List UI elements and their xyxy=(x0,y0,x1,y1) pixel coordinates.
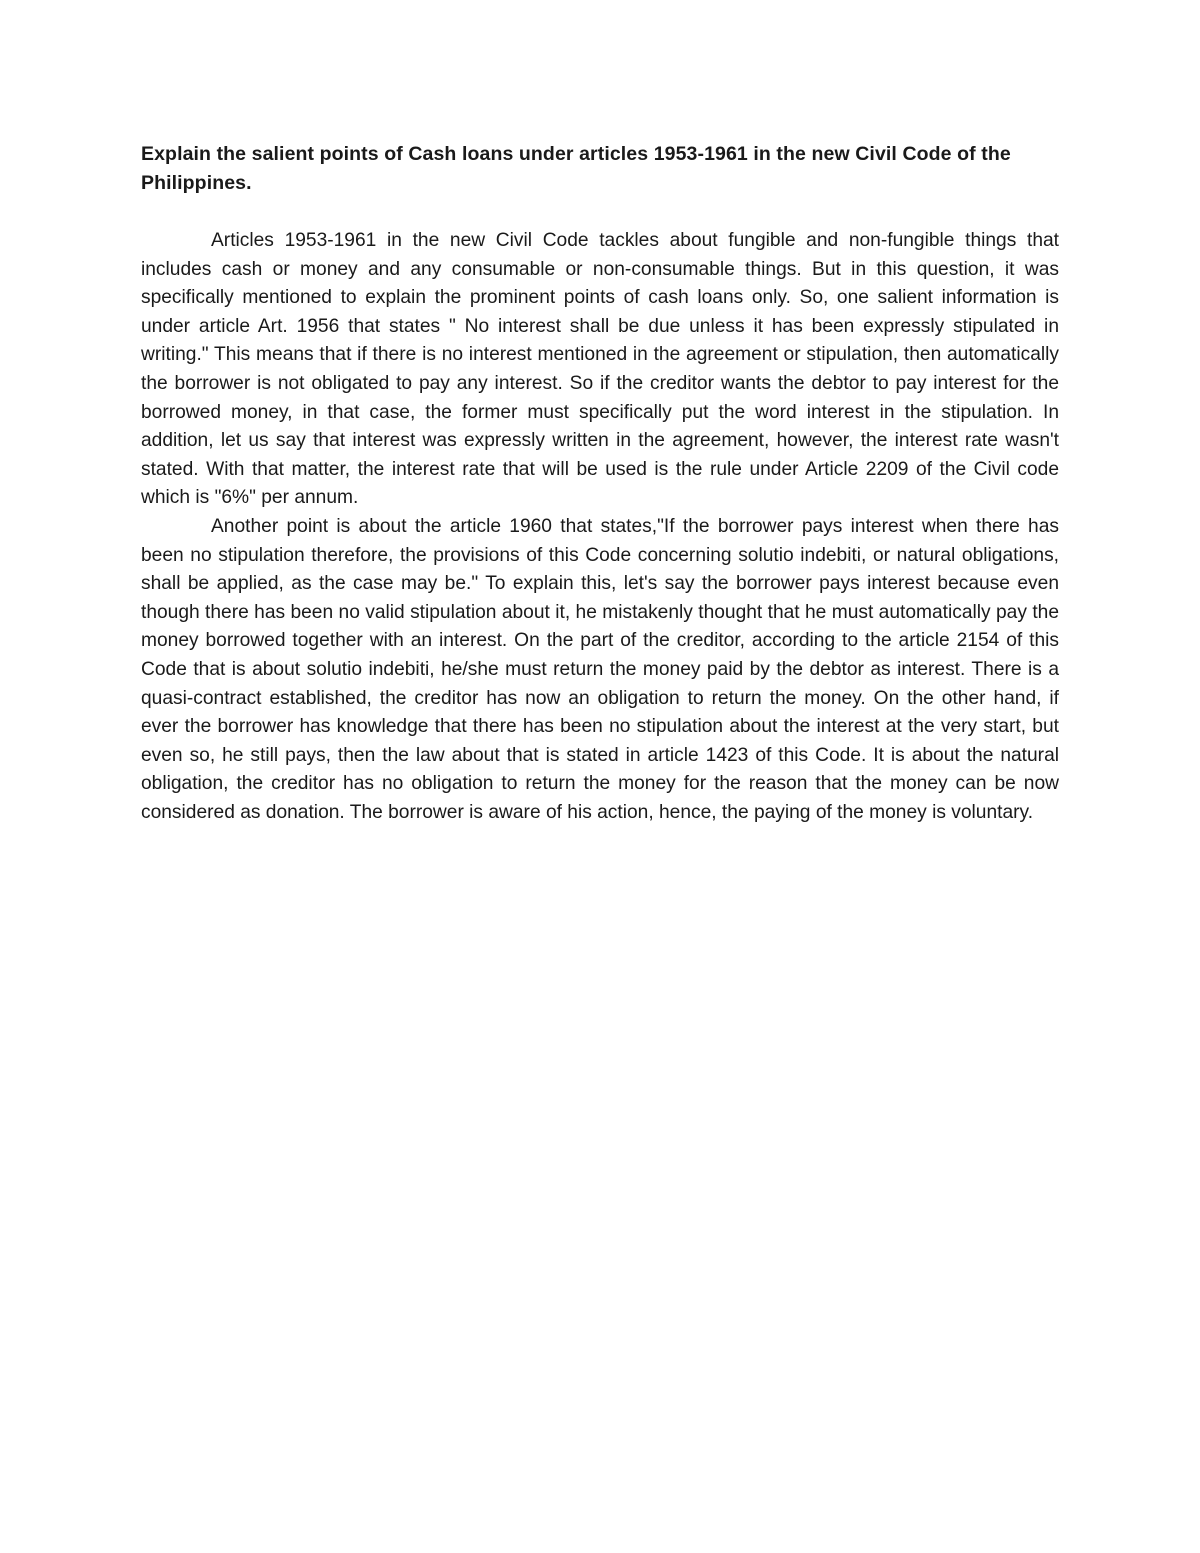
document-title: Explain the salient points of Cash loans under articles 1953-1961 in the new Civil Code of the Philippines. xyxy=(141,143,1011,194)
paragraph-1: Articles 1953-1961 in the new Civil Code tackles about fungible and non-fungible things that includes cash or money and any consumable or non-consumable things. But in this question, it was specifically mentioned to explain the prominent points of cash loans only. So, one salient information is under article Art. 1956 that states " No interest shall be due unless it has been expressly stipulated in writing." This means that if there is no interest mentioned in the agreement or stipulation, then automatically the borrower is not obligated to pay any interest. So if the creditor wants the debtor to pay interest for the borrowed money, in that case, the former must specifically put the word interest in the stipulation. In addition, let us say that interest was expressly written in the agreement, however, the interest rate wasn't stated. With that matter, the interest rate that will be used is the rule under Article 2209 of the Civil code which is "6%" per annum. xyxy=(141,230,1059,509)
paragraph-2: Another point is about the article 1960 that states,"If the borrower pays interest when there has been no stipulation therefore, the provisions of this Code concerning solutio indebiti, or natural obligations, shall be applied, as the case may be." To explain this, let's say the borrower pays interest because even though there has been no valid stipulation about it, he mistakenly thought that he must automatically pay the money borrowed together with an interest. On the part of the creditor, according to the article 2154 of this Code that is about solutio indebiti, he/she must return the money paid by the debtor as interest. There is a quasi-contract established, the creditor has now an obligation to return the money. On the other hand, if ever the borrower has knowledge that there has been no stipulation about the interest at the very start, but even so, he still pays, then the law about that is stated in article 1423 of this Code. It is about the natural obligation, the creditor has no obligation to return the money for the reason that the money can be now considered as donation. The borrower is aware of his action, hence, the paying of the money is voluntary. xyxy=(141,515,1059,823)
document-content xyxy=(141,140,1059,827)
